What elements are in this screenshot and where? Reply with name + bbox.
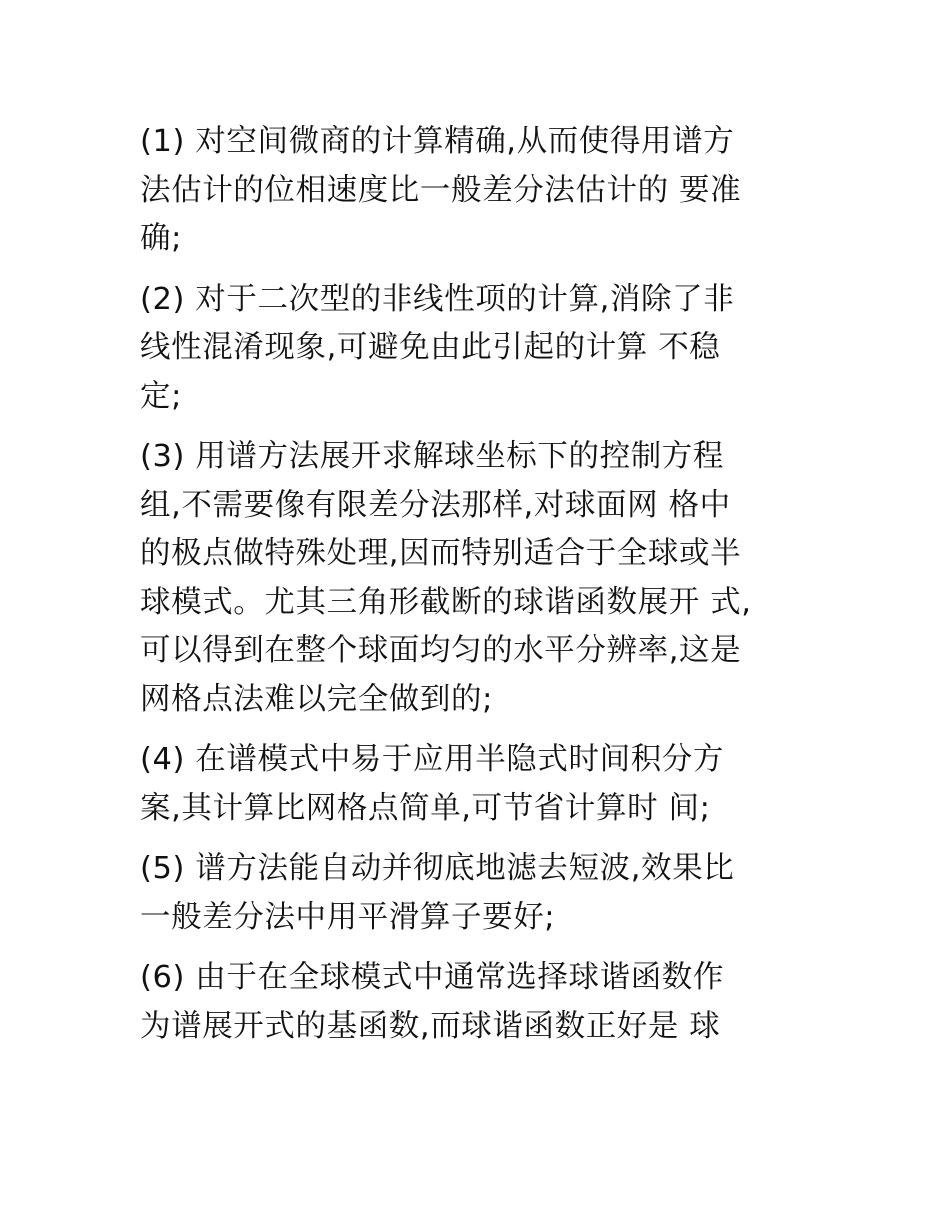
text-line: 网格点法难以完全做到的;	[140, 681, 493, 717]
text-line: 案,其计算比网格点简单,可节省计算时 间;	[140, 790, 711, 826]
text-line: (3) 用谱方法展开求解球坐标下的控制方程	[140, 439, 724, 474]
text-line: 组,不需要像有限差分法那样,对球面网 格中	[140, 487, 731, 523]
text-line: (4) 在谱模式中易于应用半隐式时间积分方	[140, 742, 724, 777]
text-line: (2) 对于二次型的非线性项的计算,消除了非	[140, 281, 735, 317]
text-line: 的极点做特殊处理,因而特别适合于全球或半	[140, 536, 742, 571]
paragraph-6	[140, 954, 830, 1051]
text-line: 一般差分法中用平滑算子要好;	[140, 899, 556, 935]
paragraph-4	[140, 736, 830, 833]
text-line: (5) 谱方法能自动并彻底地滤去短波,效果比	[140, 851, 735, 886]
text-line: 球模式。尤其三角形截断的球谐函数展开 式,	[140, 584, 752, 620]
paragraph-3	[140, 433, 830, 724]
text-line: (6) 由于在全球模式中通常选择球谐函数作	[140, 960, 724, 995]
document-body	[140, 118, 830, 1063]
text-line: (1) 对空间微商的计算精确,从而使得用谱方	[140, 124, 735, 159]
text-line: 定;	[140, 378, 182, 414]
text-line: 确;	[140, 221, 182, 256]
paragraph-1	[140, 118, 830, 264]
paragraph-2	[140, 276, 830, 422]
text-line: 可以得到在整个球面均匀的水平分辨率,这是	[140, 633, 742, 668]
paragraph-5	[140, 845, 830, 942]
text-line: 线性混淆现象,可避免由此引起的计算 不稳	[140, 330, 721, 365]
text-line: 为谱展开式的基函数,而球谐函数正好是 球	[140, 1008, 721, 1044]
text-line: 法估计的位相速度比一般差分法估计的 要准	[140, 172, 742, 208]
